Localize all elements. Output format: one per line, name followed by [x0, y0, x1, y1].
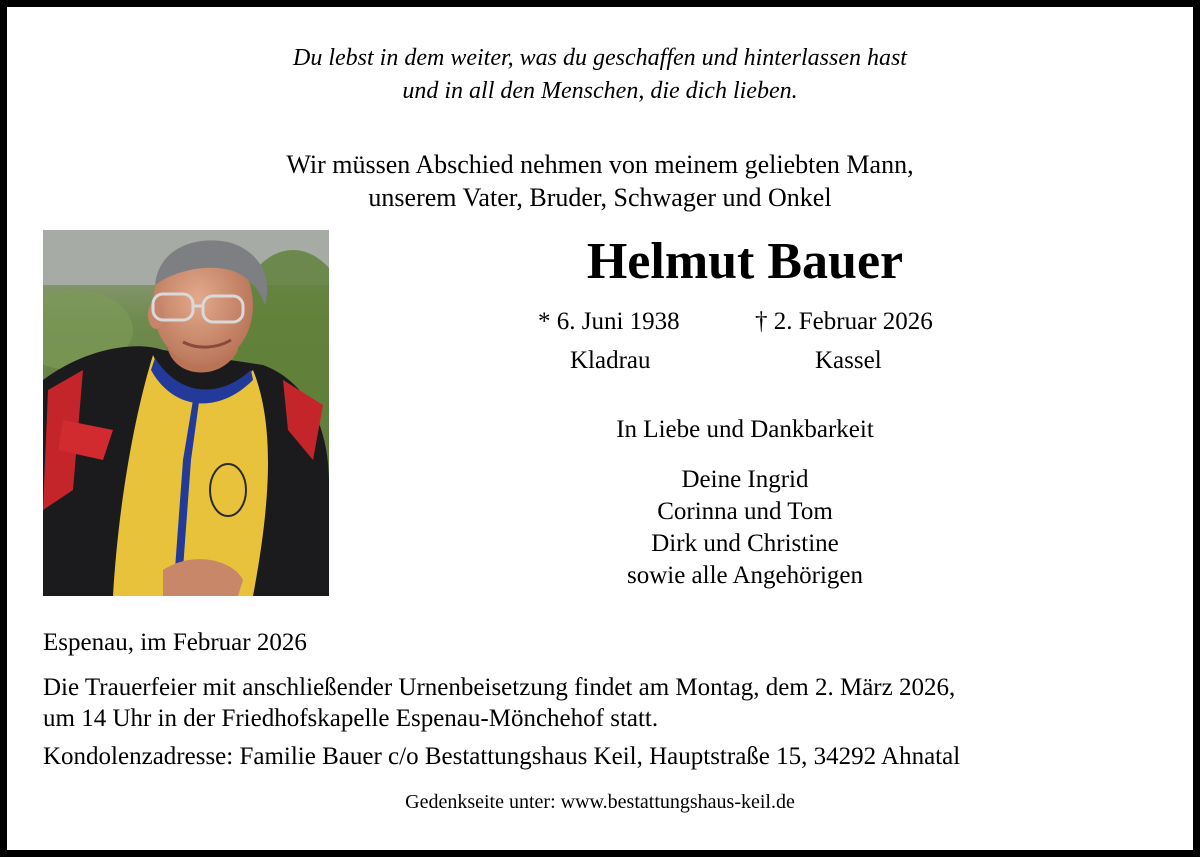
- portrait-photo: [43, 230, 329, 596]
- portrait-illustration: [43, 230, 329, 596]
- family-member: Dirk und Christine: [651, 530, 839, 557]
- deceased-name: Helmut Bauer: [586, 233, 904, 290]
- ceremony-info: [43, 672, 955, 734]
- memorial-website: Gedenkseite unter: www.bestattungshaus-keil.de: [405, 791, 795, 813]
- location-date: Espenau, im Februar 2026: [43, 629, 307, 656]
- ceremony-line-1: Die Trauerfeier mit anschließender Urnenbeisetzung findet am Montag, dem 2. März 2026,: [43, 674, 956, 701]
- family-list: [440, 464, 1050, 592]
- family-member: Corinna und Tom: [657, 498, 833, 525]
- condolence-address: Kondolenzadresse: Familie Bauer c/o Bestattungshaus Keil, Hauptstraße 15, 34292 Ahnatal: [43, 743, 961, 770]
- intro-line-2: unserem Vater, Bruder, Schwager und Onkel: [368, 183, 832, 212]
- farewell-intro: [100, 148, 1100, 214]
- birth-date: * 6. Juni 1938: [538, 308, 680, 335]
- quote-line-2: und in all den Menschen, die dich lieben.: [402, 78, 798, 104]
- family-member: Deine Ingrid: [681, 466, 809, 493]
- intro-line-1: Wir müssen Abschied nehmen von meinem geliebten Mann,: [286, 150, 914, 179]
- ceremony-line-2: um 14 Uhr in der Friedhofskapelle Espenau-Mönchehof statt.: [43, 705, 659, 732]
- family-member: sowie alle Angehörigen: [626, 562, 864, 589]
- quote-line-1: Du lebst in dem weiter, was du geschaffen und hinterlassen hast: [293, 45, 907, 71]
- death-date: † 2. Februar 2026: [755, 308, 933, 335]
- memorial-quote: [100, 42, 1100, 108]
- thanks-line: In Liebe und Dankbarkeit: [616, 416, 874, 443]
- birth-place: Kladrau: [570, 347, 651, 374]
- death-place: Kassel: [815, 347, 882, 374]
